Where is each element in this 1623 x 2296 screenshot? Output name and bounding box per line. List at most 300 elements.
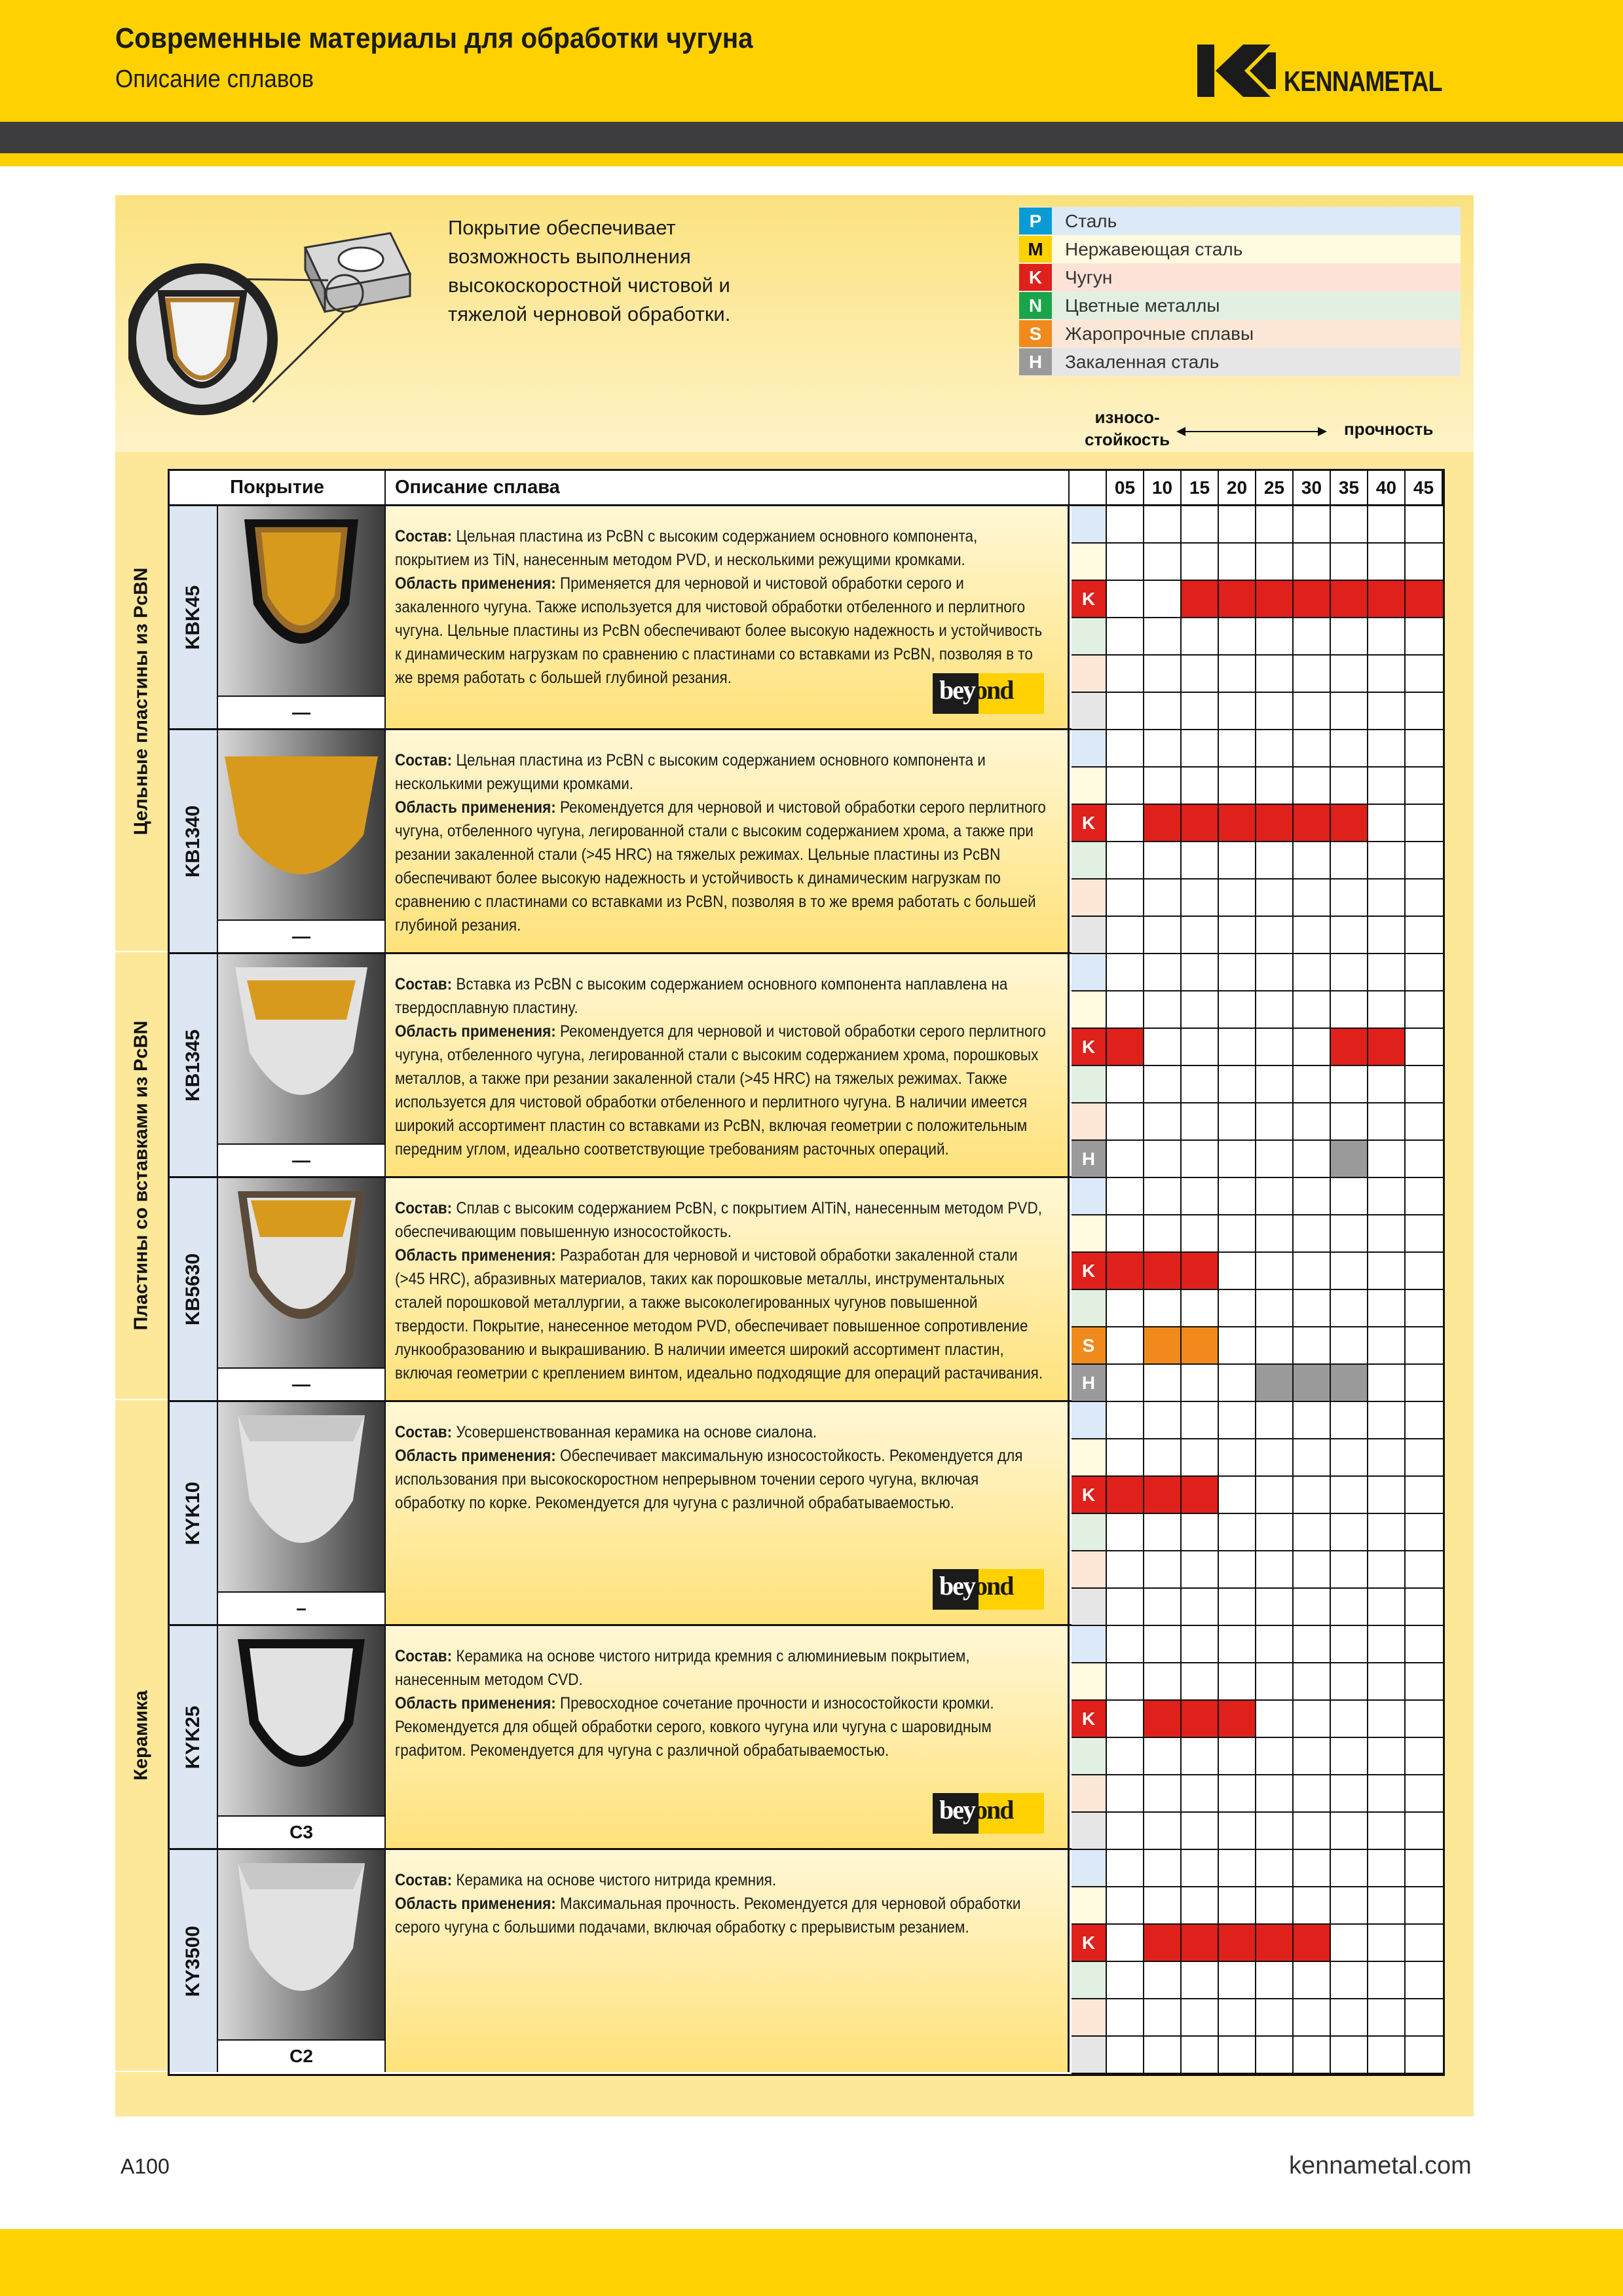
grade-cell [1256,581,1294,618]
grade-cell [1331,1365,1368,1402]
grade-cell [1331,1402,1368,1439]
grade-cell [1182,506,1219,544]
grade-cell [1219,768,1256,805]
beyond-logo: beyond [933,1793,1044,1834]
grade-cell [1406,1253,1443,1290]
grade-cell [1368,2037,1406,2074]
application-label: Область применения: [395,1447,556,1465]
grade-cell [1182,1514,1219,1551]
grade-cell [1256,1626,1294,1663]
material-cell [1072,991,1107,1029]
grade-cell [1182,880,1219,917]
grade-cell [1219,1402,1256,1439]
grade-cell [1406,656,1443,693]
grade-cell [1406,991,1443,1029]
grade-cell [1294,730,1331,768]
grade-cell [1144,1925,1182,1962]
grade-cell [1368,1327,1406,1365]
grade-cell [1182,1813,1219,1850]
grade-cell [1107,1141,1144,1178]
grade-cell [1256,1775,1294,1813]
footer-bar [0,2229,1623,2296]
grade-cell [1406,1962,1443,1999]
grade-cell [1182,1738,1219,1775]
legend-item [1019,320,1461,348]
grade-cell [1406,1663,1443,1701]
grade-cell [1331,1775,1368,1813]
grade-cell [1256,1701,1294,1738]
grade-cell [1144,1551,1182,1589]
grade-cell [1406,1365,1443,1402]
application-label: Область применения: [395,798,556,817]
grade-cell [1107,1477,1144,1514]
group-label-text: Цельные пластины из PcBN [130,567,152,836]
composition-text: Цельная пластина из PcBN с высоким содержанием основного компонента и несколькими режущими кромками. [395,751,986,793]
grade-cell [1406,954,1443,991]
grade-cell [1368,618,1406,656]
content-panel [115,195,1474,2117]
grade-cell [1406,768,1443,805]
material-cell: K [1072,1701,1107,1738]
grade-cell [1107,1103,1144,1141]
grade-cell [1219,693,1256,730]
site-link[interactable]: kennametal.com [1289,2152,1472,2179]
grade-cell [1406,544,1443,581]
grade-cell [1256,1365,1294,1402]
alloy-description [386,1178,1070,1400]
grade-cell [1182,1103,1219,1141]
grade-cell [1144,1813,1182,1850]
grade-cell [1144,1365,1182,1402]
coating-label: C2 [218,2039,384,2072]
grade-cell [1144,1439,1182,1477]
grade-cell [1368,1439,1406,1477]
material-cell: K [1072,1477,1107,1514]
description-text [395,525,1049,690]
grade-cell [1219,656,1256,693]
description-text [395,749,1049,937]
grade-cell [1256,2037,1294,2074]
grade-cell [1331,954,1368,991]
grade-cell [1182,1626,1219,1663]
material-cell [1072,618,1107,656]
legend-label: Чугун [1065,267,1113,287]
grade-cell [1182,730,1219,768]
material-cell [1072,1962,1107,1999]
composition-label: Состав: [395,751,453,769]
material-cell: S [1072,1327,1107,1365]
grade-cell [1144,1103,1182,1141]
coating-label: — [218,1367,384,1400]
grade-cell [1107,1253,1144,1290]
grade-cell [1182,1999,1219,2037]
composition-label: Состав: [395,975,453,993]
grade-cell [1294,1365,1331,1402]
grade-cell [1256,880,1294,917]
legend-item [1019,291,1461,320]
material-cell [1072,917,1107,954]
grade-cell [1294,1701,1331,1738]
material-cell: H [1072,1365,1107,1402]
grade-cell [1107,1999,1144,2037]
legend-item [1019,235,1461,263]
alloy-code-text: KY3500 [182,1925,204,1997]
grade-cell [1256,544,1294,581]
material-cell [1072,1999,1107,2037]
grade-cell [1294,2037,1331,2074]
grade-cell [1294,693,1331,730]
grade-cell [1182,693,1219,730]
alloy-description [386,1402,1070,1624]
page-title: Современные материалы для обработки чугуна [115,22,753,54]
grade-header: 10 [1144,471,1182,506]
material-cell [1072,1813,1107,1850]
grade-cell [1219,618,1256,656]
material-cell: K [1072,1029,1107,1066]
grade-cell [1331,1962,1368,1999]
grade-cell [1256,1514,1294,1551]
grade-cell [1294,842,1331,880]
grade-cell [1256,768,1294,805]
scale-label-toughness: прочность [1344,419,1434,439]
grade-cell [1256,1589,1294,1626]
grade-cell [1368,1103,1406,1141]
grade-cell [1406,1029,1443,1066]
grade-cell [1331,880,1368,917]
grade-cell [1331,1439,1368,1477]
grade-cell [1219,544,1256,581]
grade-cell [1219,1850,1256,1887]
grade-cell [1294,1402,1331,1439]
material-cell: K [1072,581,1107,618]
insert-image [218,506,384,696]
grade-cell [1294,656,1331,693]
grade-cell [1294,618,1331,656]
alloy-code [170,730,218,952]
grade-cell [1107,954,1144,991]
grade-cell [1368,1253,1406,1290]
beyond-logo: beyond [933,673,1044,714]
material-cell [1072,1589,1107,1626]
material-cell [1072,954,1107,991]
grade-cell [1219,1626,1256,1663]
grade-cell [1182,1589,1219,1626]
grade-cell [1368,880,1406,917]
alloy-row [170,1850,1443,2074]
grade-cell [1144,730,1182,768]
grade-cell [1406,1215,1443,1253]
grade-cell [1219,1365,1256,1402]
grade-cell [1368,1850,1406,1887]
composition-text: Цельная пластина из PcBN с высоким содержанием основного компонента, покрытием из TiN, нанесенным методом PVD, и несколькими режущими кромками. [395,527,978,569]
grade-cell [1219,1701,1256,1738]
legend-code: M [1019,236,1052,263]
grade-cell [1219,1066,1256,1103]
grade-cell [1144,1962,1182,1999]
grade-cell [1182,1029,1219,1066]
application-label: Область применения: [395,1694,556,1713]
grade-header: 15 [1182,471,1219,506]
grade-cell [1294,1925,1331,1962]
grade-cell [1331,1477,1368,1514]
grade-cell [1368,1551,1406,1589]
alloy-code [170,1402,218,1624]
grade-cell [1219,1141,1256,1178]
grade-cell [1256,1290,1294,1327]
material-cell [1072,842,1107,880]
material-legend [1019,207,1461,376]
grade-cell [1144,544,1182,581]
grade-cell [1294,1514,1331,1551]
legend-item [1019,263,1461,291]
grade-cell [1107,1439,1144,1477]
grade-cell [1182,1701,1219,1738]
grade-cell [1331,805,1368,842]
coating-label: – [218,1591,384,1624]
material-cell [1072,1551,1107,1589]
grade-cell [1182,1850,1219,1887]
grade-cell [1368,1402,1406,1439]
grade-cell [1406,1701,1443,1738]
insert-image [218,1850,384,2040]
grade-cell [1294,1290,1331,1327]
grade-cell [1182,917,1219,954]
grade-cell [1294,1551,1331,1589]
grade-cell [1144,1775,1182,1813]
grade-cell [1368,1290,1406,1327]
alloy-code [170,1850,218,2072]
header-stripe-accent [0,153,1623,166]
grade-cell [1182,618,1219,656]
alloy-code-text: KYK10 [182,1481,204,1545]
material-cell [1072,1439,1107,1477]
grade-cell [1107,656,1144,693]
insert-cell [218,506,386,728]
composition-text: Сплав с высоким содержанием PcBN, с покрытием AlTiN, нанесенным методом PVD, обеспечивающим повышенную износостойкость. [395,1199,1042,1241]
grade-cell [1368,1663,1406,1701]
grade-cell [1406,1738,1443,1775]
composition-label: Состав: [395,527,453,546]
grade-cell [1144,1514,1182,1551]
grade-cell [1182,2037,1219,2074]
grade-cell [1368,1701,1406,1738]
grade-cell [1406,1103,1443,1141]
material-cell [1072,1626,1107,1663]
grade-cell [1144,1402,1182,1439]
grade-cell [1219,1327,1256,1365]
grade-cell [1107,1029,1144,1066]
group-label-text: Керамика [130,1690,152,1781]
grade-cell [1107,1402,1144,1439]
grade-cell [1182,1066,1219,1103]
grade-cell [1256,1813,1294,1850]
grade-cell [1294,1626,1331,1663]
material-cell [1072,656,1107,693]
grade-cell [1256,954,1294,991]
application-text: Рекомендуется для черновой и чистовой обработки серого перлитного чугуна, отбеленного чугуна, легированной стали с высоким содержанием хрома, порошковых металлов, а также при резании закаленной стали (>45 HRC) на тяжелых режимах. Также используется для чистовой обработки отбеленного и перлитного чугуна. В наличии имеется широкий ассортимент пластин со вставками из PcBN, включая геометрии с положительным передним углом, идеально соответствующие требованиям расточных операций. [395,1022,1046,1158]
group-label-text: Пластины со вставками из PcBN [130,1020,152,1331]
grade-cell [1182,1887,1219,1925]
application-label: Область применения: [395,1246,556,1265]
grade-cell [1406,618,1443,656]
grade-cell [1294,954,1331,991]
grade-cell [1294,1775,1331,1813]
alloy-description [386,1626,1070,1848]
grade-cell [1182,1439,1219,1477]
alloy-table [168,469,1445,2076]
grade-cell [1406,880,1443,917]
description-text [395,1420,1049,1515]
material-cell [1072,1663,1107,1701]
grade-cell [1368,1066,1406,1103]
grade-cell [1182,1178,1219,1215]
grade-cell [1368,1215,1406,1253]
legend-code: S [1019,320,1052,347]
intro-text: Покрытие обеспечивает возможность выполнения высокоскоростной чистовой и тяжелой черновой обработки. [448,216,731,325]
grade-cell [1219,1813,1256,1850]
grade-cell [1107,1663,1144,1701]
grade-cell [1107,1589,1144,1626]
grade-cell [1107,1551,1144,1589]
group-label [115,1400,168,2072]
grade-cell [1331,730,1368,768]
composition-label: Состав: [395,1647,453,1665]
grade-cell [1107,1626,1144,1663]
grade-cell [1368,991,1406,1029]
grade-cell [1331,1029,1368,1066]
material-cell: H [1072,1141,1107,1178]
grade-cell [1256,1327,1294,1365]
grade-cell [1368,693,1406,730]
alloy-code-text: KB5630 [182,1253,204,1325]
grade-cell [1256,1999,1294,2037]
material-cell [1072,1738,1107,1775]
description-text [395,1644,1049,1762]
grade-cell [1294,1962,1331,1999]
grade-cell [1256,618,1294,656]
grade-cell [1219,1925,1256,1962]
grade-cell [1406,1141,1443,1178]
grade-cell [1368,917,1406,954]
grade-cell [1331,544,1368,581]
grade-cell [1331,1813,1368,1850]
grade-cell [1144,1141,1182,1178]
grade-cell [1294,917,1331,954]
grade-cell [1144,1589,1182,1626]
insert-image [218,954,384,1144]
grade-cell [1331,1738,1368,1775]
grade-cell [1294,581,1331,618]
material-cell [1072,880,1107,917]
grade-cell [1331,1701,1368,1738]
grade-cell [1368,1178,1406,1215]
col-desc-header: Описание сплава [386,471,1070,506]
grade-cell [1219,1290,1256,1327]
grade-cell [1406,1626,1443,1663]
alloy-code-text: KB1345 [182,1029,204,1102]
grade-cell [1256,506,1294,544]
alloy-description [386,730,1070,952]
group-label [115,452,168,952]
grade-cell [1182,1962,1219,1999]
grade-cell [1107,1701,1144,1738]
description-text [395,972,1049,1161]
grade-cell [1219,880,1256,917]
grade-cell [1406,1439,1443,1477]
grade-cell [1331,1290,1368,1327]
grade-cell [1182,1402,1219,1439]
grade-cell [1406,1477,1443,1514]
grade-cell [1406,1887,1443,1925]
grade-cell [1294,768,1331,805]
scale-arrow-icon [1176,426,1327,437]
application-label: Область применения: [395,1895,556,1913]
material-cell [1072,1887,1107,1925]
grade-cell [1182,1551,1219,1589]
material-cell [1072,1215,1107,1253]
grade-cell [1256,693,1294,730]
grade-cell [1182,842,1219,880]
material-cell [1072,544,1107,581]
grade-cell [1294,1999,1331,2037]
grade-cell [1256,1103,1294,1141]
grade-cell [1256,1141,1294,1178]
grade-cell [1107,1850,1144,1887]
grade-cell [1331,1999,1368,2037]
grade-cell [1219,1775,1256,1813]
grade-cell [1331,1514,1368,1551]
grade-cell [1368,805,1406,842]
legend-item [1019,207,1461,235]
grade-cell [1144,1999,1182,2037]
grade-cell [1406,1775,1443,1813]
grade-cell [1219,1514,1256,1551]
grade-cell [1406,1850,1443,1887]
grade-cell [1256,1925,1294,1962]
insert-cell [218,1178,386,1400]
grade-cell [1144,1215,1182,1253]
grade-cell [1331,1887,1368,1925]
grade-cell [1368,1775,1406,1813]
grade-cell [1144,991,1182,1029]
grade-cell [1144,581,1182,618]
material-cell [1072,1103,1107,1141]
grade-cell [1144,1738,1182,1775]
material-cell [1072,1066,1107,1103]
grade-cell [1219,730,1256,768]
grade-cell [1256,1551,1294,1589]
material-cell [1072,1402,1107,1439]
grade-cell [1256,1402,1294,1439]
grade-cell [1144,1178,1182,1215]
grade-cell [1331,2037,1368,2074]
grade-cell [1107,1215,1144,1253]
grade-header: 30 [1294,471,1331,506]
grade-cell [1219,1999,1256,2037]
page-subtitle: Описание сплавов [115,65,314,93]
grade-cell [1219,1887,1256,1925]
grade-cell [1406,1327,1443,1365]
grade-cell [1219,1663,1256,1701]
grade-cell [1406,917,1443,954]
grade-cell [1107,1813,1144,1850]
insert-cell [218,1850,386,2072]
header-stripe [0,122,1623,153]
grade-cell [1368,1813,1406,1850]
material-cell [1072,1514,1107,1551]
grade-cell [1368,1962,1406,1999]
grade-cell [1406,2037,1443,2074]
